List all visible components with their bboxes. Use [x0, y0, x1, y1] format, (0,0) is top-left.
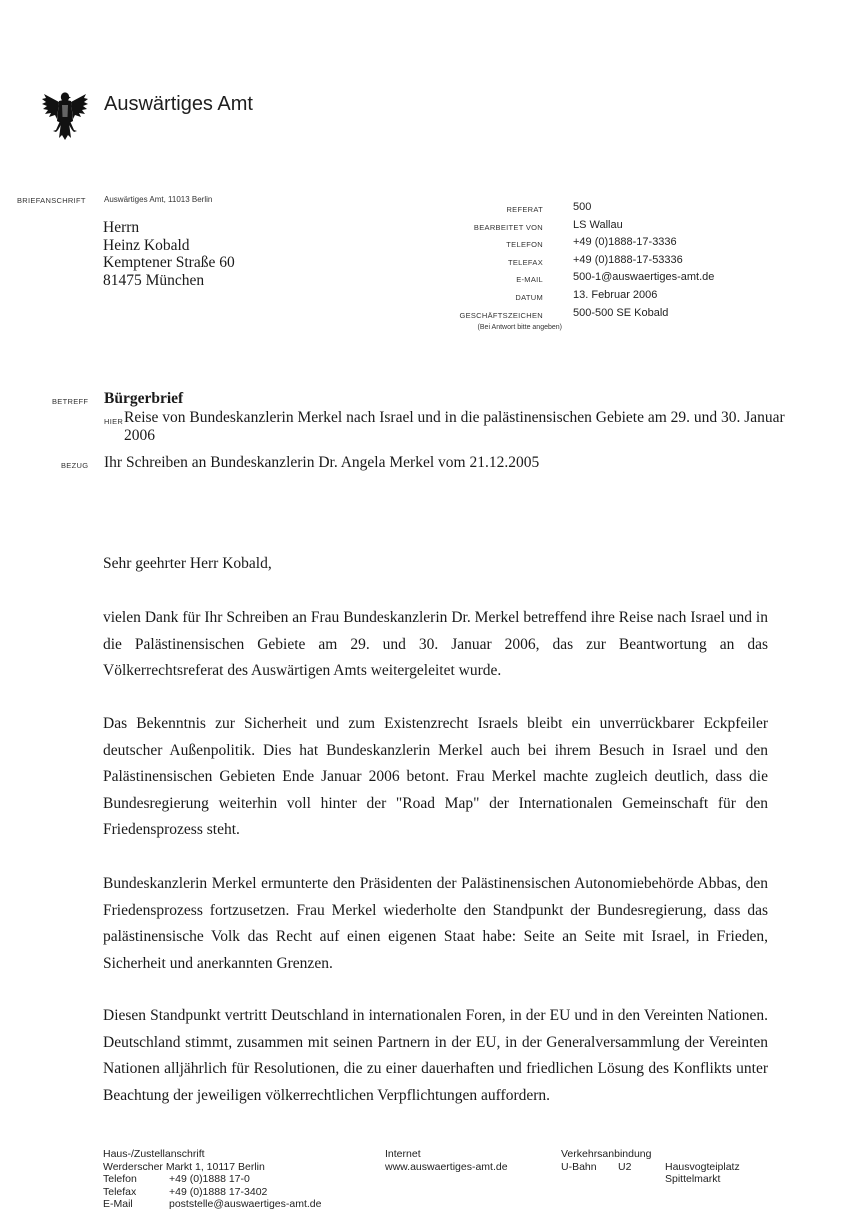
footer-traffic-stop: Spittelmarkt: [665, 1173, 721, 1185]
reference-value: +49 (0)1888-17-53336: [573, 253, 683, 266]
subject-label: BETREFF: [52, 397, 89, 406]
footer-email-value: poststelle@auswaertiges-amt.de: [169, 1198, 322, 1210]
body-paragraph: vielen Dank für Ihr Schreiben an Frau Bundeskanzlerin Dr. Merkel betreffend ihre Reise nach Israel und in die Palästinensischen Gebiete am 29. und 30. Januar 2006, das zur Beantwortung an das Völkerrechtsreferat des Auswärtigen Amts weitergeleitet wurde.: [103, 609, 768, 679]
reference-row: [380, 307, 780, 325]
reference-value: 500: [573, 201, 592, 213]
reference-note: (Bei Antwort bitte angeben): [477, 324, 562, 331]
body-paragraph: Diesen Standpunkt vertritt Deutschland in internationalen Foren, in der EU und in den Vereinten Nationen. Deutschland stimmt, zusammen mit seinen Partnern in der EU, in der Generalversammlung der Vereinten Nationen alljährlich für Resolutionen, die zu einer dauerhaften und friedlichen Lösung des Konflikts unter Beachtung der jeweiligen völkerrechtlichen Verpflichtungen auffordern.: [103, 1007, 768, 1104]
recipient-line: 81475 München: [103, 271, 205, 289]
reference-label: REFERAT: [506, 205, 543, 214]
recipient-line: Kemptener Straße 60: [103, 254, 235, 271]
footer-traffic-stop: Hausvogteiplatz: [665, 1160, 740, 1173]
hier-text: Reise von Bundeskanzlerin Merkel nach Israel und in die palästinensischen Gebiete am 29. und 30. Januar 2006: [124, 409, 785, 444]
reference-label: TELEFAX: [507, 257, 543, 267]
body-paragraph: Das Bekenntnis zur Sicherheit und zum Existenzrecht Israels bleibt ein unverrückbarer Eckpfeiler deutscher Außenpolitik. Dies hat Bundeskanzlerin Merkel auch bei ihrem Besuch in Israel und den Palästinensischen Gebieten Ende Januar 2006 betont. Frau Merkel machte zugleich deutlich, dass die Bundesregierung weiterhin voll hinter der "Road Map" der Internationalen Gemeinschaft für den Friedensprozess steht.: [103, 715, 768, 838]
organization-name: Auswärtiges Amt: [104, 93, 253, 115]
reference-block: [380, 201, 780, 331]
footer-email-label: E-Mail: [103, 1198, 133, 1210]
reference-label: E-MAIL: [516, 275, 543, 285]
bezug-text: Ihr Schreiben an Bundeskanzlerin Dr. Angela Merkel vom 21.12.2005: [104, 454, 540, 471]
sender-address-label: BRIEFANSCHRIFT: [17, 196, 86, 205]
reference-row: [380, 201, 780, 219]
sender-address: Auswärtiges Amt, 11013 Berlin: [104, 195, 213, 204]
footer-internet-link[interactable]: www.auswaertiges-amt.de: [385, 1160, 508, 1173]
reference-label: BEARBEITET VON: [473, 222, 543, 232]
hier-label: HIER: [104, 417, 124, 426]
subject-title: Bürgerbrief: [104, 390, 184, 407]
reference-label: TELEFON: [506, 240, 543, 250]
reference-row: [380, 219, 780, 237]
reference-row: [380, 236, 780, 254]
body-paragraph: Bundeskanzlerin Merkel ermunterte den Präsidenten der Palästinensischen Autonomiebehörde Abbas, den Friedensprozess fortzusetzen. Frau Merkel wiederholte den Standpunkt der Bundesregierung, dass das palästinensische Volk das Recht auf einen eigenen Staat habe: Seite an Seite mit Israel, in Frieden, Sicherheit und anerkannten Grenzen.: [103, 875, 768, 972]
footer-fax-label: Telefax: [103, 1185, 137, 1198]
reference-row: [380, 254, 780, 272]
recipient-address: [103, 219, 235, 289]
reference-label: GESCHÄFTSZEICHEN: [459, 310, 543, 320]
recipient-line: Herrn: [103, 219, 140, 236]
reference-value: 13. Februar 2006: [573, 288, 658, 301]
recipient-line: Heinz Kobald: [103, 236, 190, 254]
footer-address: [103, 1148, 383, 1211]
reference-value: 500-500 SE Kobald: [573, 306, 669, 319]
reference-value: LS Wallau: [573, 218, 623, 231]
footer-phone-label: Telefon: [103, 1173, 137, 1185]
footer-traffic: [561, 1148, 761, 1185]
footer-fax-value: +49 (0)1888 17-3402: [169, 1185, 268, 1198]
reference-value: 500-1@auswaertiges-amt.de: [573, 271, 715, 284]
bezug-label: BEZUG: [61, 461, 89, 470]
footer-address-line: Werderscher Markt 1, 10117 Berlin: [103, 1160, 265, 1173]
federal-eagle-icon: [40, 88, 90, 142]
reference-row: [380, 289, 780, 307]
footer-traffic-title: Verkehrsanbindung: [561, 1148, 652, 1160]
footer-address-title: Haus-/Zustellanschrift: [103, 1148, 205, 1160]
reference-value: +49 (0)1888-17-3336: [573, 236, 677, 249]
footer-phone-value: +49 (0)1888 17-0: [169, 1173, 250, 1185]
footer-traffic-line: U2: [618, 1160, 632, 1173]
footer-internet-title: Internet: [385, 1148, 421, 1160]
footer-traffic-mode: U-Bahn: [561, 1160, 597, 1173]
reference-label: DATUM: [515, 292, 543, 302]
reference-row: [380, 271, 780, 289]
salutation: Sehr geehrter Herr Kobald,: [103, 555, 272, 572]
